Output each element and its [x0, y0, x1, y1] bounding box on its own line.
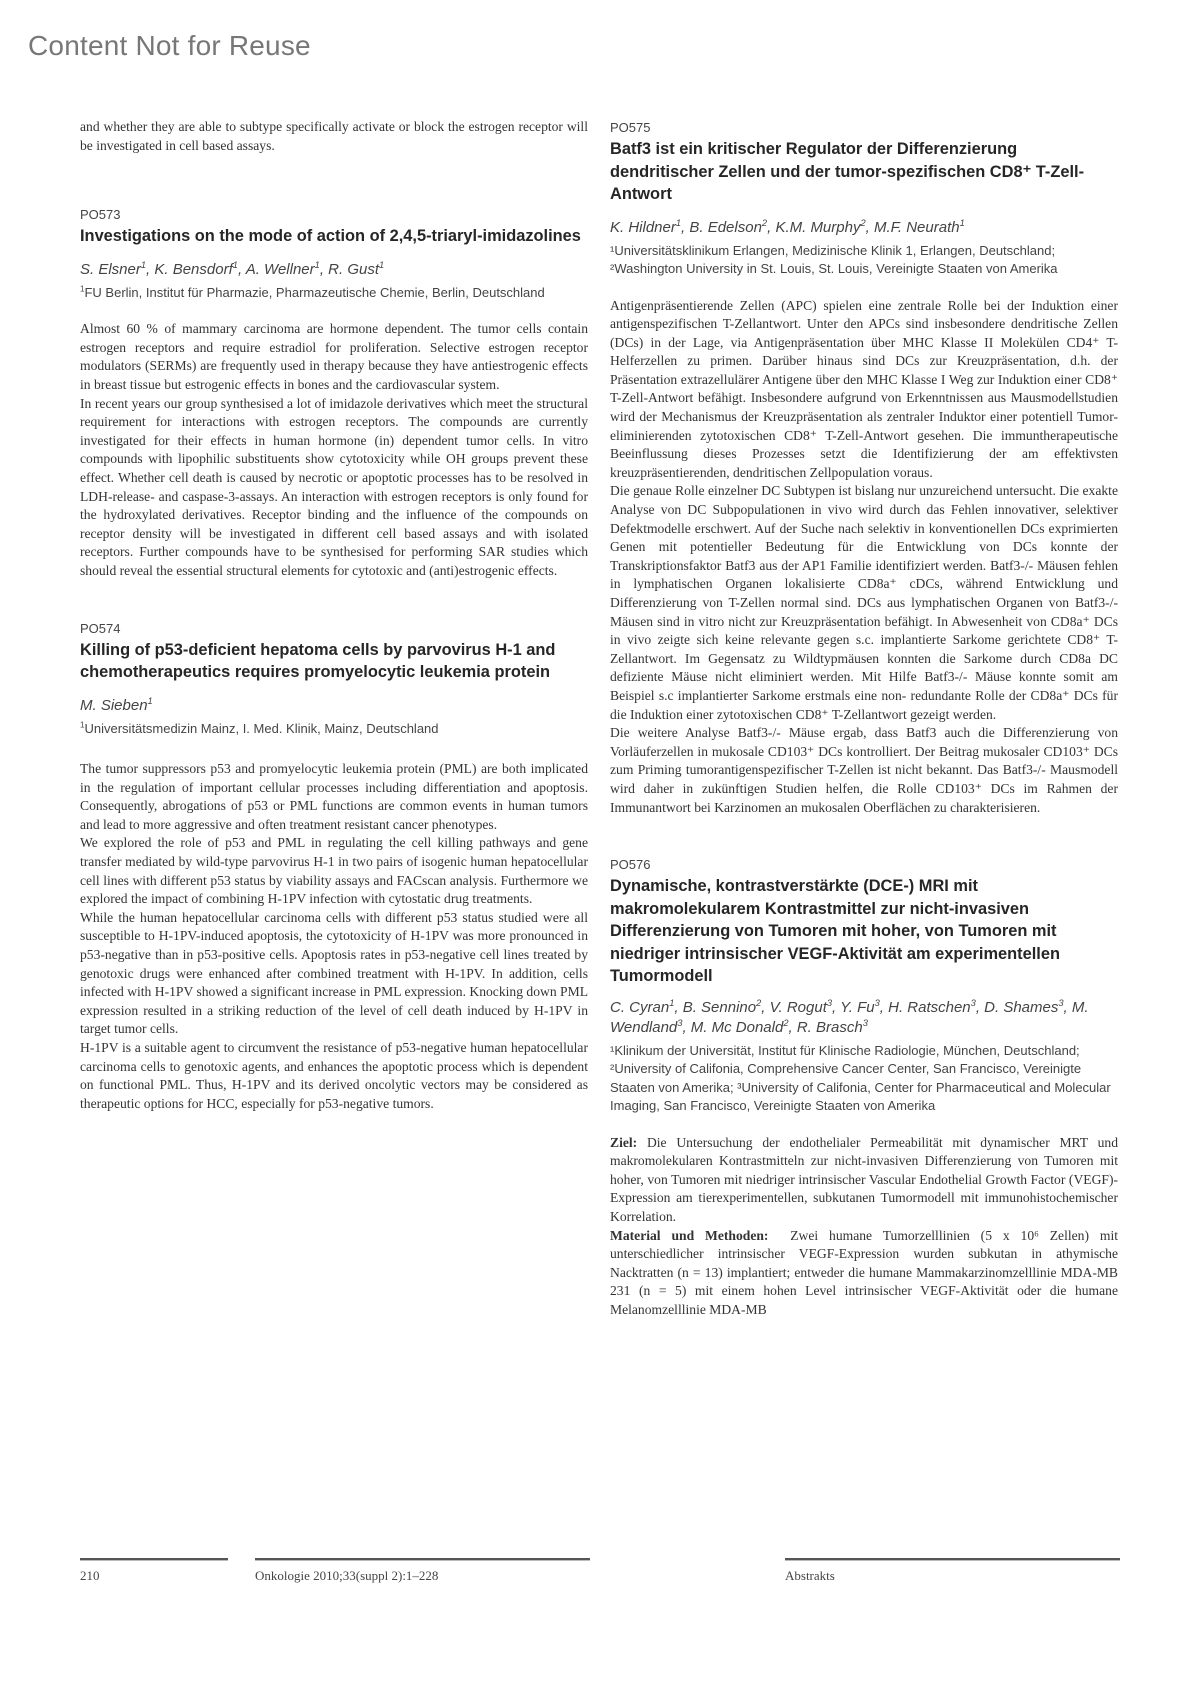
abstract-body	[80, 320, 588, 580]
continuation-text: and whether they are able to subtype specifically activate or block the estrogen receptor will be investigated in cell based assays.	[80, 119, 588, 153]
footer-rule	[255, 1558, 590, 1561]
author-list	[80, 696, 588, 716]
author: D. Shames$^3$	[984, 997, 1064, 1016]
affiliation: ¹Universitätsklinikum Erlangen, Medizinische Klinik 1, Erlangen, Deutschland; ²Washington University in St. Louis, St. Louis, Vereinigte Staaten von Amerika	[610, 242, 1058, 276]
author: M. Sieben$^1$	[80, 695, 153, 714]
abstract-body	[610, 297, 1118, 818]
right-column	[610, 120, 1118, 1320]
author: R. Brasch$^3$	[796, 1017, 868, 1036]
author: K. Hildner$^1$	[610, 217, 682, 236]
abstract-po573	[80, 207, 588, 580]
abstract-body	[610, 1134, 1118, 1320]
author: K.M. Murphy$^2$	[775, 217, 866, 236]
section-label: Ziel:	[610, 1134, 638, 1150]
section-label: Material und Methoden:	[610, 1227, 769, 1243]
abstract-id: PO573	[80, 207, 121, 223]
abstract-po576	[610, 857, 1118, 1319]
author: M.F. Neurath$^1$	[873, 217, 965, 236]
author: H. Ratschen$^3$	[888, 997, 976, 1016]
author: M. Wendland$^3$	[610, 998, 1089, 1036]
affiliation: $^1$Universitätsmedizin Mainz, I. Med. Klinik, Mainz, Deutschland	[80, 720, 439, 736]
abstract-title: Investigations on the mode of action of 2,4,5-triaryl-imidazolines	[80, 227, 581, 246]
paragraph: In recent years our group synthesised a lot of imidazole derivatives which meet the structural requirement for interactions with estrogen receptors. The compounds are currently investigated for their effects in human hormone (in) dependent tumor cells. In vitro compounds with lipophilic substituents show cytotoxicity while OH groups prevent these effect. Whether cell death is caused by necrotic or apoptotic processes has to be resolved in LDH-release- and caspase-3-assays. An interaction with estrogen receptors is only found for the hydroxylated derivatives. Receptor binding and the influence of the compounds on receptor density will be investigated in different cell based assays and with isolated receptors. Further compounds have to be synthesised for performing SAR studies which should reveal the essential structural elements for cytotoxic and (anti)estrogenic effects.	[80, 395, 588, 578]
page-number: 210	[80, 1568, 100, 1583]
section-paragraph: Ziel: Die Untersuchung der endothelialer Permeabilität mit dynamischer MRT und makromolekularen Kontrastmitteln zur nicht-invasiven Differenzierung von Tumoren mit hoher, von Tumoren mit niedriger intrinsischer Vascular Endothelial Growth Factor (VEGF)-Expression am tierexperimentellen, subkutanen Tumormodell mit immunohistochemischer Korrelation.	[610, 1134, 1119, 1224]
author: M. Mc Donald$^2$	[690, 1017, 789, 1036]
paragraph: While the human hepatocellular carcinoma cells with different p53 status studied were all susceptible to H-1PV-induced apoptosis, the cytotoxicity of H-1PV was more pronounced in p53-negative than in p53-positive cells. Apoptosis rates in p53-negative cell lines treated by genotoxic drugs were enhanced after combined treatment with H-1PV. In addition, cells infected with H-1PV showed a significant increase in PML expression. Knocking down PML expression resulted in a striking reduction of the level of cell death induced by H-1PV in target tumor cells.	[80, 909, 588, 1037]
author: S. Elsner$^1$	[80, 259, 147, 278]
paragraph: Almost 60 % of mammary carcinoma are hormone dependent. The tumor cells contain estrogen receptors and require estradiol for proliferation. Selective estrogen receptor modulators (SERMs) are frequently used in therapy because they have antiestrogenic effects in breast tissue but estrogenic effects in bones and the cardiovascular system.	[80, 321, 588, 392]
author: A. Wellner$^1$	[245, 259, 320, 278]
abstract-po575	[610, 120, 1118, 817]
author: Y. Fu$^3$	[840, 997, 880, 1016]
abstract-title: Batf3 ist ein kritischer Regulator der Differenzierung dendritischer Zellen und der tumor-spezifischen CD8⁺ T-Zell-Antwort	[610, 140, 1085, 203]
affiliation: $^1$FU Berlin, Institut für Pharmazie, Pharmazeutische Chemie, Berlin, Deutschland	[80, 284, 545, 300]
paragraph: Antigenpräsentierende Zellen (APC) spielen eine zentrale Rolle bei der Induktion einer antigenspezifischen T-Zellantwort. Unter den APCs sind insbesondere dendritische Zellen (DCs) in der Lage, via Antigenpräsentation über MHC Klasse II Molekülen CD4⁺ T-Helferzellen zu primen. Darüber hinaus sind DCs zur Kreuzpräsentation, d.h. der Präsentation extrazellulärer Antigene über den MHC Klasse I Weg zur Induktion einer CD8⁺ T-Zell-Antwort befähigt. Insbesondere aufgrund von Erkenntnissen aus Mausmodellstudien wird der Mechanismus der Kreuzpräsentation als zentraler Induktor einer potentiell Tumor-eliminierenden zytotoxischen CD8⁺ T-Zell-Antwort gesehen. Die immuntherapeutische Beeinflussung dieses Prozesses setzt die Identifizierung der am effektivsten kreuzpräsentierenden, dendritischen Zellpopulation voraus.	[610, 297, 1118, 480]
author-list: C. Cyran$^1$, B. Sennino$^2$, V. Rogut$^3$, Y. Fu$^3$, H. Ratschen$^3$, D. Shames$^3$, M. Wendland$^3$, M. Mc Donald$^2$, R. Brasch$^3$	[610, 997, 1089, 1036]
author: B. Edelson$^2$	[689, 217, 768, 236]
watermark: Content Not for Reuse	[28, 30, 311, 61]
abstract-id: PO575	[610, 120, 651, 135]
affiliation: ¹Klinikum der Universität, Institut für Klinische Radiologie, München, Deutschland; ²University of Califonia, Comprehensive Cancer Center, San Francisco, Vereinigte Staaten von Amerika; ³University of Califonia, Center for Pharmaceutical and Molecular Imaging, San Francisco, Vereinigte Staaten von Amerika	[610, 1042, 1111, 1114]
journal-citation: Onkologie 2010;33(suppl 2):1–228	[255, 1568, 439, 1583]
paragraph: We explored the role of p53 and PML in regulating the cell killing pathways and gene transfer mediated by wild-type parvovirus H-1 in two pairs of isogenic human hepatocellular cell lines with different p53 status by viability assays and FACscan analysis. Furthermore we explored the impact of combining H-1PV infection with cytostatic drug treatments.	[80, 835, 588, 907]
footer-rule	[785, 1558, 1120, 1561]
author: R. Gust$^1$	[328, 259, 385, 278]
abstract-id: PO574	[80, 620, 121, 636]
author: K. Bensdorf$^1$	[154, 259, 238, 278]
abstract-id: PO576	[610, 857, 651, 873]
paragraph: Die weitere Analyse Batf3-/- Mäuse ergab, dass Batf3 auch die Differenzierung von Vorläuferzellen in mukosale CD103⁺ DCs kontrolliert. Der Beitrag mukosaler CD103⁺ DCs zum Priming tumorantigenspezifischer T-Zellen ist nicht bekannt. Das Batf3-/- Mausmodell wird daher in zukünftigen Studien helfen, die Rolle CD103⁺ DCs im Rahmen der Immunantwort bei Karzinomen an mukosalen Oberflächen zu charakterisieren.	[610, 725, 1118, 815]
author-list: S. Elsner$^1$, K. Bensdorf$^1$, A. Wellner$^1$, R. Gust$^1$	[80, 259, 385, 278]
paragraph: The tumor suppressors p53 and promyelocytic leukemia protein (PML) are both implicated in the regulation of important cellular processes including differentiation and apoptosis. Consequently, abrogations of p53 or PML functions are common events in human tumors and lead to more aggressive and often treatment resistant cancer phenotypes.	[80, 761, 588, 832]
paragraph: H-1PV is a suitable agent to circumvent the resistance of p53-negative human hepatocellular carcinoma cells to genotoxic agents, and enhances the apoptotic process which is dependent on functional PML. Thus, H-1PV and its derived oncolytic vectors may be considered as therapeutic options for HCC, especially for p53-negative tumors.	[80, 1039, 588, 1111]
author: C. Cyran$^1$	[610, 997, 675, 1016]
footer-rule	[80, 1558, 228, 1561]
section-name: Abstrakts	[785, 1568, 835, 1583]
section-paragraph: Material und Methoden: Zwei humane Tumorzelllinien (5 x 10⁶ Zellen) mit unterschiedlicher intrinsischer VEGF-Expression wurden subkutan in athymische Nacktratten (n = 13) implantiert; entweder die humane Mammakarzinomzelllinie MDA-MB 231 (n = 5) mit einem hohen Level intrinsischer VEGF-Aktivität oder die humane Melanomzelllinie MDA-MB	[610, 1227, 1119, 1317]
abstract-body	[80, 760, 588, 1113]
author: B. Sennino$^2$	[682, 997, 762, 1016]
author-list: K. Hildner$^1$, B. Edelson$^2$, K.M. Murphy$^2$, M.F. Neurath$^1$	[610, 217, 965, 236]
abstract-title: Killing of p53-deficient hepatoma cells by parvovirus H-1 and chemotherapeutics requires promyelocytic leukemia protein	[80, 640, 556, 681]
abstract-po574	[80, 621, 588, 1114]
author: V. Rogut$^3$	[769, 997, 833, 1016]
paragraph: Die genaue Rolle einzelner DC Subtypen ist bislang nur unzureichend untersucht. Die exakte Analyse von DC Subpopulationen in vivo wird durch das Fehlen innovativer, selektiver Defektmodelle erschwert. Auf der Suche nach selektiv in konventionellen DCs exprimierten Genen mit potentieller Bedeutung für die Entwicklung von DCs konnte der Transkriptionsfaktor Batf3 aus der AP1 Familie identifiziert werden. Batf3-/- Mäusen fehlen in lymphatischen Organen lokalisierte CD8a⁺ cDCs, während Entwicklung und Differenzierung von T-Zellen normal sind. DCs aus lymphatischen Organen von Batf3-/- Mäusen sind in vitro nicht zur Kreuzpräsentation befähigt. In Abwesenheit von CD8a⁺ DCs in vivo zeigte sich keine relevante gegen s.c. implantierte Sarkome gerichtete CD8⁺ T-Zellantwort. Im Gegensatz zu Wildtypmäusen konnten die Sarkome durch CD8a DC defiziente Mäuse nicht eliminiert werden. Mit Hilfe Batf3-/- Mäuse konnte somit am Beispiel s.c implantierter Sarkome erstmals eine non- redundante Rolle der CD8a⁺ DCs für die Induktion einer zytotoxischen CD8⁺ T-Zellantwort gezeigt werden.	[610, 483, 1118, 722]
left-column	[80, 118, 588, 1113]
abstract-title: Dynamische, kontrastverstärkte (DCE-) MRI mit makromolekularem Kontrastmittel zur nicht-invasiven Differenzierung von Tumoren mit hoher, von Tumoren mit niedriger intrinsischer VEGF-Aktivität am experimentellen Tumormodell	[610, 877, 1060, 986]
